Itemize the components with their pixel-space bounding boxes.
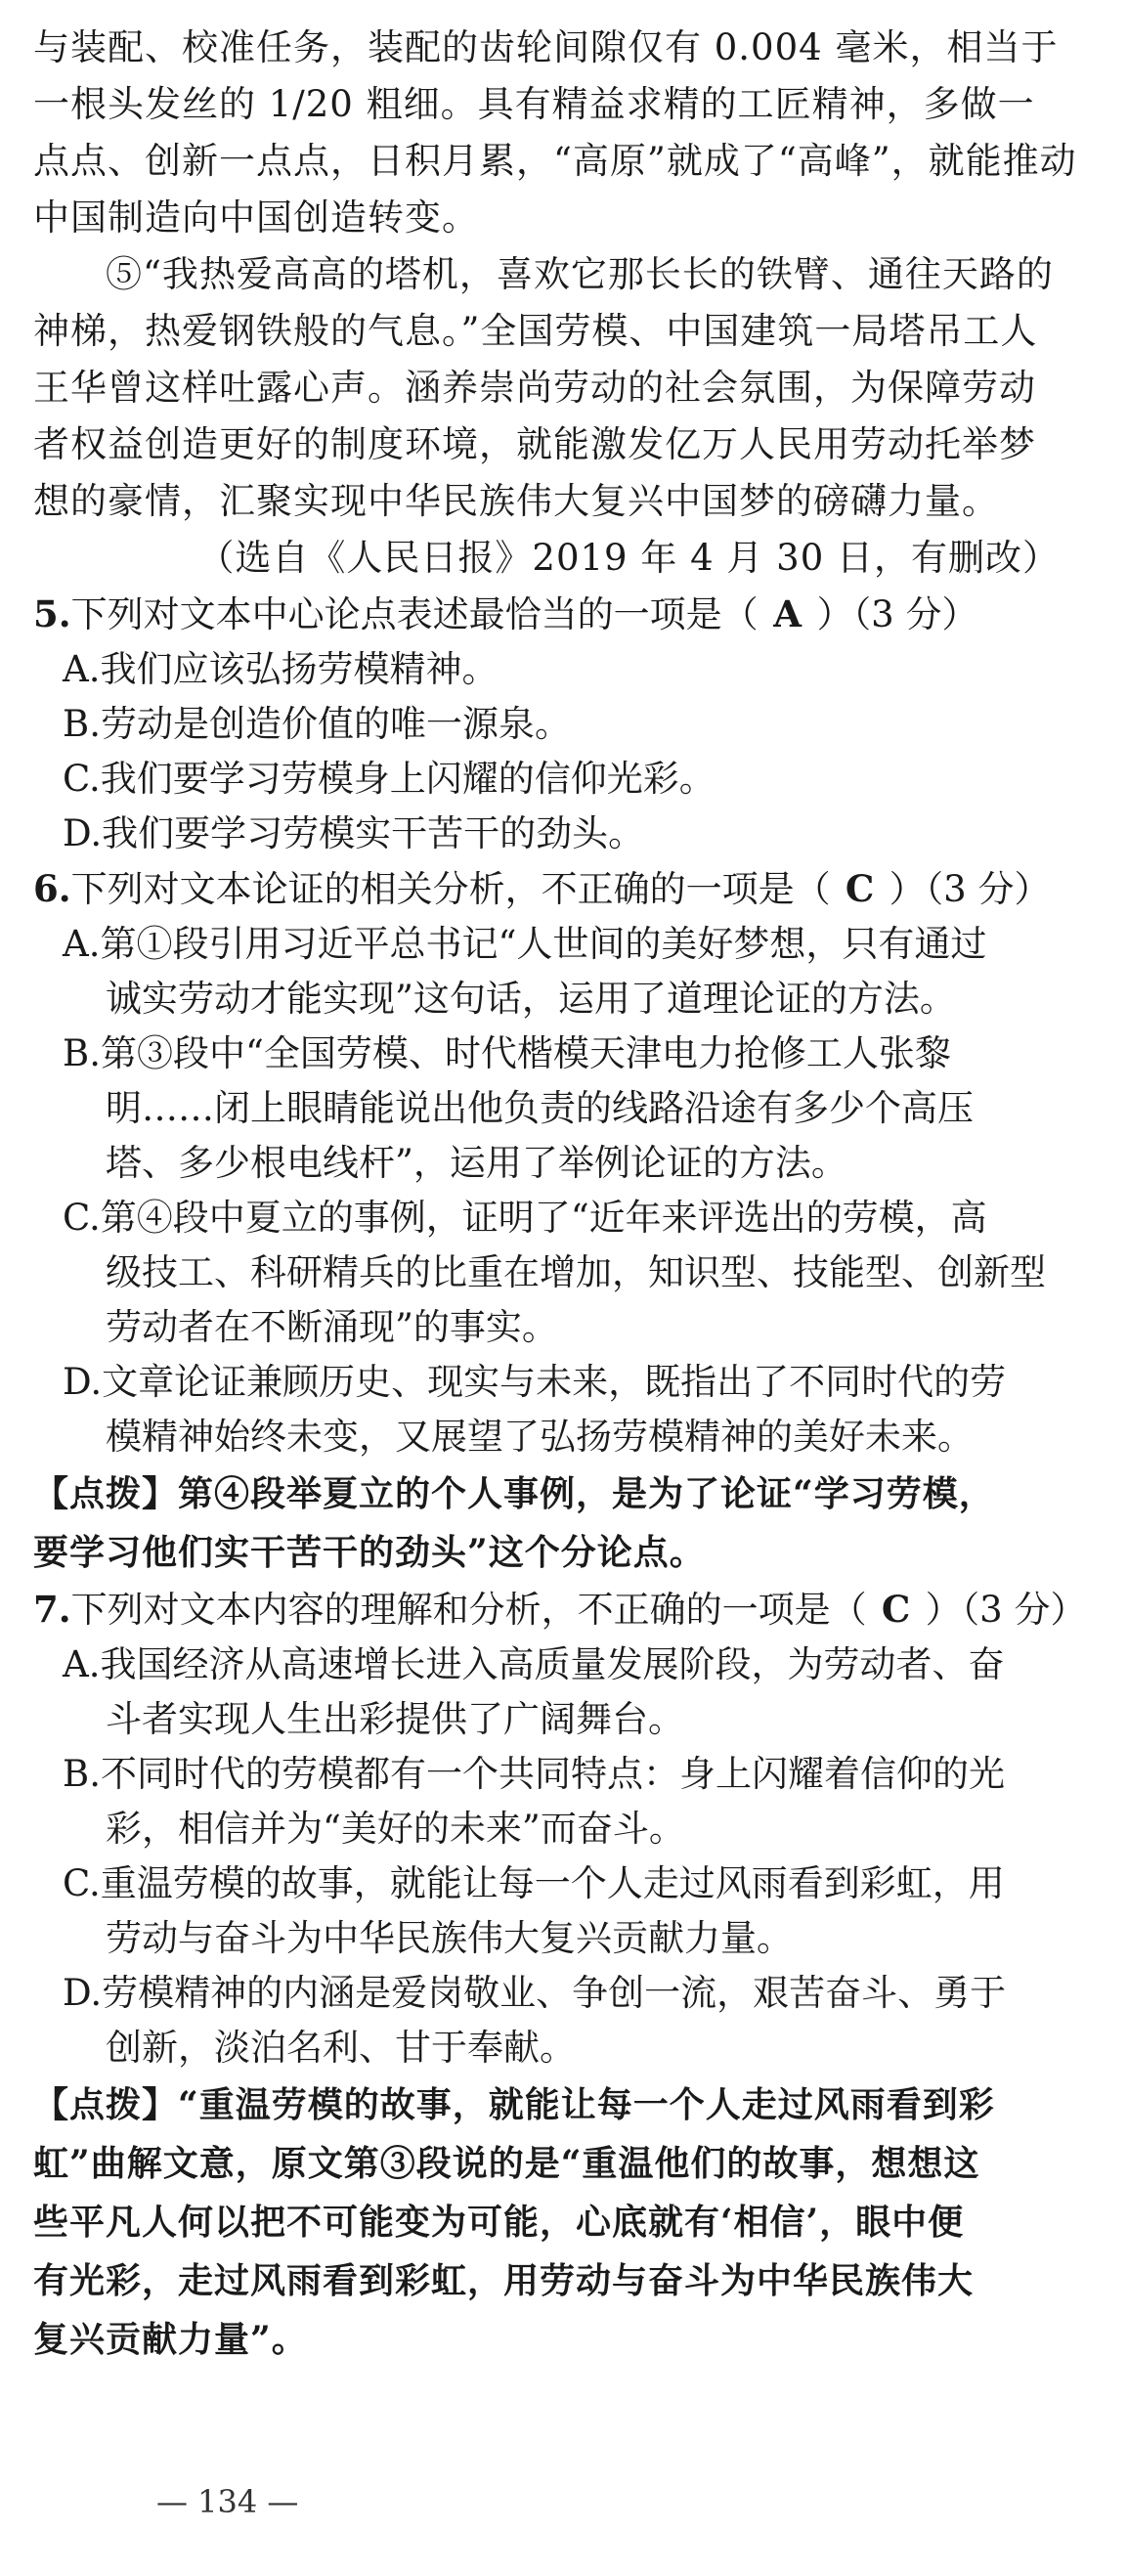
question-text: 下列对文本论证的相关分析，不正确的一项是（ [70,868,831,910]
option-a: A.我们应该弘扬劳模精神。 [63,648,499,690]
passage-line: ⑤“我热爱高高的塔机，喜欢它那长长的铁臂、通往天路的 [106,253,1054,295]
option-b-cont: 彩，相信并为“美好的未来”而奋斗。 [106,1808,685,1850]
option-b: B.不同时代的劳模都有一个共同特点：身上闪耀着信仰的光 [63,1753,1005,1795]
option-d: D.我们要学习劳模实干苦干的劲头。 [63,812,645,854]
hint-line: 有光彩，走过风雨看到彩虹，用劳动与奋斗为中华民族伟大 [33,2260,975,2301]
option-b: B.劳动是创造价值的唯一源泉。 [63,703,571,745]
option-d: D.文章论证兼顾历史、现实与未来，既指出了不同时代的劳 [63,1361,1007,1403]
passage-line: 中国制造向中国创造转变。 [33,196,479,239]
option-c: C.我们要学习劳模身上闪耀的信仰光彩。 [63,758,716,800]
question-number: 6. [33,867,71,910]
option-b: B.第③段中“全国劳模、时代楷模天津电力抢修工人张黎 [63,1032,951,1074]
passage-line: 神梯，热爱钢铁般的气息。”全国劳模、中国建筑一局塔吊工人 [33,310,1038,352]
option-a-cont: 斗者实现人生出彩提供了广阔舞台。 [106,1698,684,1740]
question-number: 5. [33,592,71,635]
hint-line: 些平凡人何以把不可能变为可能，心底就有‘相信’，眼中便 [33,2202,965,2243]
question-5 [33,587,1060,861]
passage-line: 与装配、校准任务，装配的齿轮间隙仅有 0.004 毫米，相当于 [33,26,1059,68]
option-d-cont: 模精神始终未变，又展望了弘扬劳模精神的美好未来。 [106,1416,974,1458]
passage-line: 点点、创新一点点，日积月累，“高原”就成了“高峰”，就能推动 [33,140,1077,182]
option-c: C.第④段中夏立的事例，证明了“近年来评选出的劳模，高 [63,1197,987,1239]
question-text: 下列对文本中心论点表述最恰当的一项是（ [70,593,759,635]
passage-line: 一根头发丝的 1/20 粗细。具有精益求精的工匠精神，多做一 [33,83,1035,125]
source-citation: （选自《人民日报》2019 年 4 月 30 日，有删改） [197,537,1060,579]
question-score: ）（3 分） [889,868,1051,910]
hint-line: 【点拨】第④段举夏立的个人事例，是为了论证“学习劳模， [33,1473,995,1514]
option-c-cont: 劳动与奋斗为中华民族伟大复兴贡献力量。 [106,1917,793,1959]
option-a: A.第①段引用习近平总书记“人世间的美好梦想，只有通过 [63,923,987,965]
option-b-cont: 明……闭上眼睛能说出他负责的线路沿途有多少个高压 [106,1087,974,1129]
question-7 [33,1582,1087,2369]
option-d-cont: 创新，淡泊名利、甘于奉献。 [106,2027,576,2069]
passage-line: 想的豪情，汇聚实现中华民族伟大复兴中国梦的磅礴力量。 [33,480,999,522]
question-score: ）（3 分） [816,593,978,635]
option-a: A.我国经济从高速增长进入高质量发展阶段，为劳动者、奋 [63,1643,1005,1685]
hint-line: 【点拨】“重温劳模的故事，就能让每一个人走过风雨看到彩 [33,2084,995,2125]
option-a-cont: 诚实劳动才能实现”这句话，运用了道理论证的方法。 [106,978,956,1020]
option-b-cont: 塔、多少根电线杆”，运用了举例论证的方法。 [106,1142,847,1184]
option-d: D.劳模精神的内涵是爱岗敬业、争创一流，艰苦奋斗、勇于 [63,1972,1007,2014]
hint-line: 虹”曲解文意，原文第③段说的是“重温他们的故事，想想这 [33,2143,980,2184]
hint-line: 要学习他们实干苦干的劲头”这个分论点。 [33,1532,706,1573]
passage [33,20,1077,587]
answer-mark: A [773,592,802,635]
answer-mark: C [845,867,875,910]
question-stem [33,587,1060,642]
option-c-cont: 级技工、科研精兵的比重在增加，知识型、技能型、创新型 [106,1251,1046,1293]
question-number: 7. [33,1588,71,1631]
question-text: 下列对文本内容的理解和分析，不正确的一项是（ [70,1589,867,1631]
hint-line: 复兴贡献力量”。 [33,2319,308,2360]
passage-line: 者权益创造更好的制度环境，就能激发亿万人民用劳动托举梦 [33,423,1036,465]
answer-mark: C [881,1588,911,1631]
page-number: — 134 — [156,2483,299,2520]
question-6 [33,861,1060,1582]
option-c-cont: 劳动者在不断涌现”的事实。 [106,1306,558,1348]
passage-line: 王华曾这样吐露心声。涵养崇尚劳动的社会氛围，为保障劳动 [33,367,1036,409]
question-score: ）（3 分） [925,1589,1087,1631]
option-c: C.重温劳模的故事，就能让每一个人走过风雨看到彩虹，用 [63,1862,1005,1904]
question-stem [33,861,1060,917]
question-stem [33,1582,1087,1637]
